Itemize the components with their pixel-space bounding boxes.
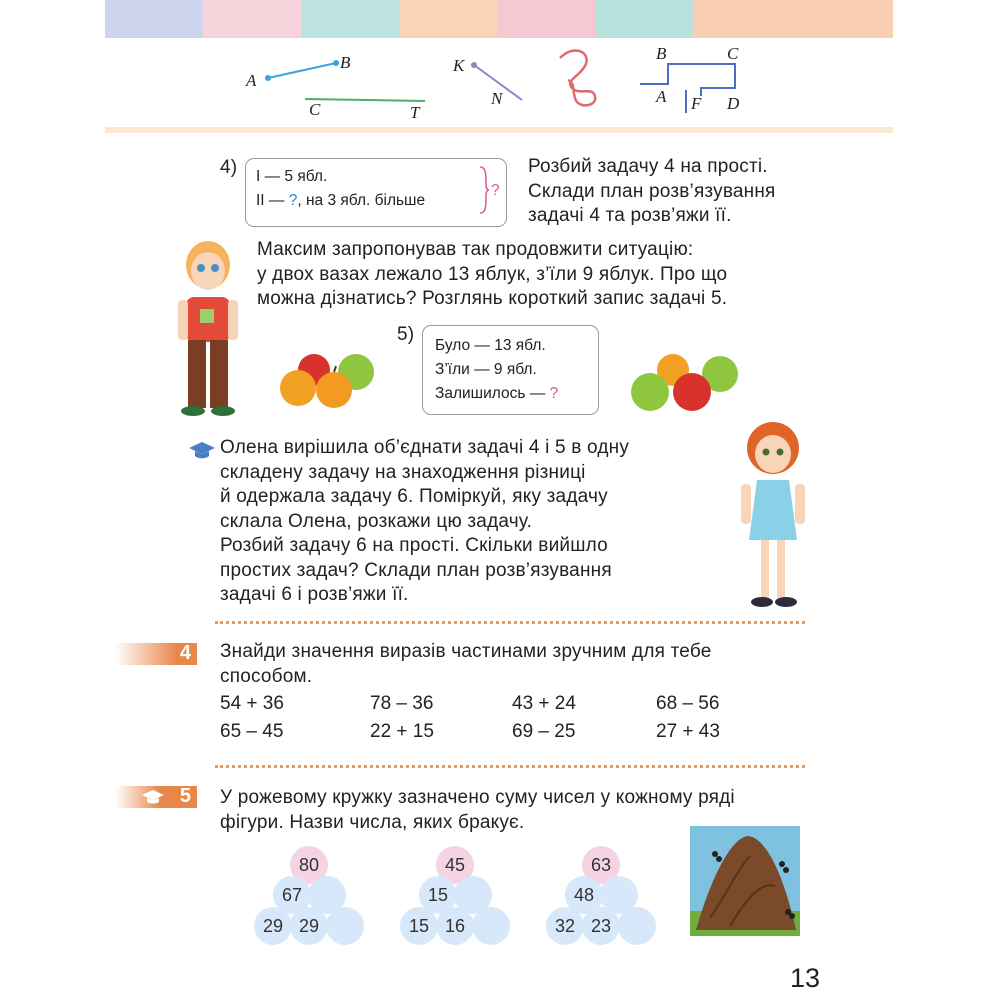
point-label-a: A [246,71,257,90]
point-label-poly-b: B [656,44,667,63]
pyramid-circle: 48 [565,876,603,914]
pyramid-circle-empty [618,907,656,945]
point-label-t: T [410,103,420,122]
point-label-poly-f: F [691,94,702,113]
task5-line3: Залишилось — ? [435,385,559,402]
apples-right-illustration [628,352,743,412]
exercise5-number: 5 [179,785,191,807]
expression: 68 – 56 [656,693,720,714]
pyramid-circle: 32 [546,907,584,945]
expression: 69 – 25 [512,721,576,742]
geometry-figures [0,38,1000,133]
task5-number: 5) [397,324,415,345]
task5-line1: Було — 13 ябл. [435,337,546,354]
anthill-illustration [690,826,800,936]
pyramid-sum-circle: 63 [582,846,620,884]
graduation-cap-icon [188,440,216,460]
task4-line1: І — 5 ябл. [256,168,328,185]
task4-brace-question: ? [491,182,500,199]
pyramid-circle-empty [472,907,510,945]
task5-line2: З’їли — 9 ябл. [435,361,537,378]
point-label-c: C [309,100,321,119]
section-divider-5 [215,765,805,768]
pyramid-circle: 67 [273,876,311,914]
header-divider [105,127,893,133]
pyramid-sum-circle: 80 [290,846,328,884]
task4-brace [478,165,490,215]
exercise4-number: 4 [179,642,191,664]
point-label-n: N [491,89,503,108]
pyramid-circle: 16 [436,907,474,945]
expression: 22 + 15 [370,721,434,742]
expression: 78 – 36 [370,693,434,714]
maxim-paragraph: Максим запропонував так продовжити ситуацію: у двох вазах лежало 13 яблук, з’їли 9 яблук. Про що можна дізнатись? Розглянь короткий запис задачі 5. [257,239,728,309]
exercise5-tab [115,786,197,808]
expression: 65 – 45 [220,721,284,742]
task4-short-record [245,158,507,227]
task4-number: 4) [220,157,238,178]
pyramid-circle: 15 [400,907,438,945]
point-label-poly-c: C [727,44,739,63]
expression: 43 + 24 [512,693,576,714]
pyramid-circle: 29 [254,907,292,945]
graduation-cap-icon [141,789,165,805]
apples-left-illustration [276,350,381,410]
girl-illustration [735,418,810,618]
boy-illustration [168,235,248,420]
page-number: 13 [790,963,821,993]
pyramid-sum-circle: 45 [436,846,474,884]
point-label-k: K [453,56,465,75]
point-label-poly-a: A [656,87,667,106]
exercise4-tab [115,643,197,665]
task4-side-text: Розбий задачу 4 на прості. Склади план розв’язування задачі 4 та розв’яжи її. [528,156,776,226]
pyramid-circle: 29 [290,907,328,945]
pyramid-circle: 15 [419,876,457,914]
olena-paragraph: Олена вирішила об’єднати задачі 4 і 5 в одну складену задачу на знаходження різниці й одержала задачу 6. Поміркуй, яку задачу склала Олена, розкажи цю задачу. Розбий задачу 6 на прості. Скільки вийшло простих задач? Склади план розв’язування задачі 6 і розв’яжи її. [220,437,630,605]
point-label-b: B [340,53,351,72]
exercise5-text: У рожевому кружку зазначено суму чисел у кожному ряді фігури. Назви числа, яких бракує. [220,787,735,833]
pyramid-circle: 23 [582,907,620,945]
section-divider-4 [215,621,805,624]
pyramid-circle-empty [326,907,364,945]
expression: 27 + 43 [656,721,720,742]
task5-short-record [422,325,599,415]
expression: 54 + 36 [220,693,284,714]
task4-line2: ІІ — ?, на 3 ябл. більше [256,192,426,209]
point-label-poly-d: D [727,94,740,113]
exercise4-text: Знайди значення виразів частинами зручним для тебе способом. [220,641,712,687]
